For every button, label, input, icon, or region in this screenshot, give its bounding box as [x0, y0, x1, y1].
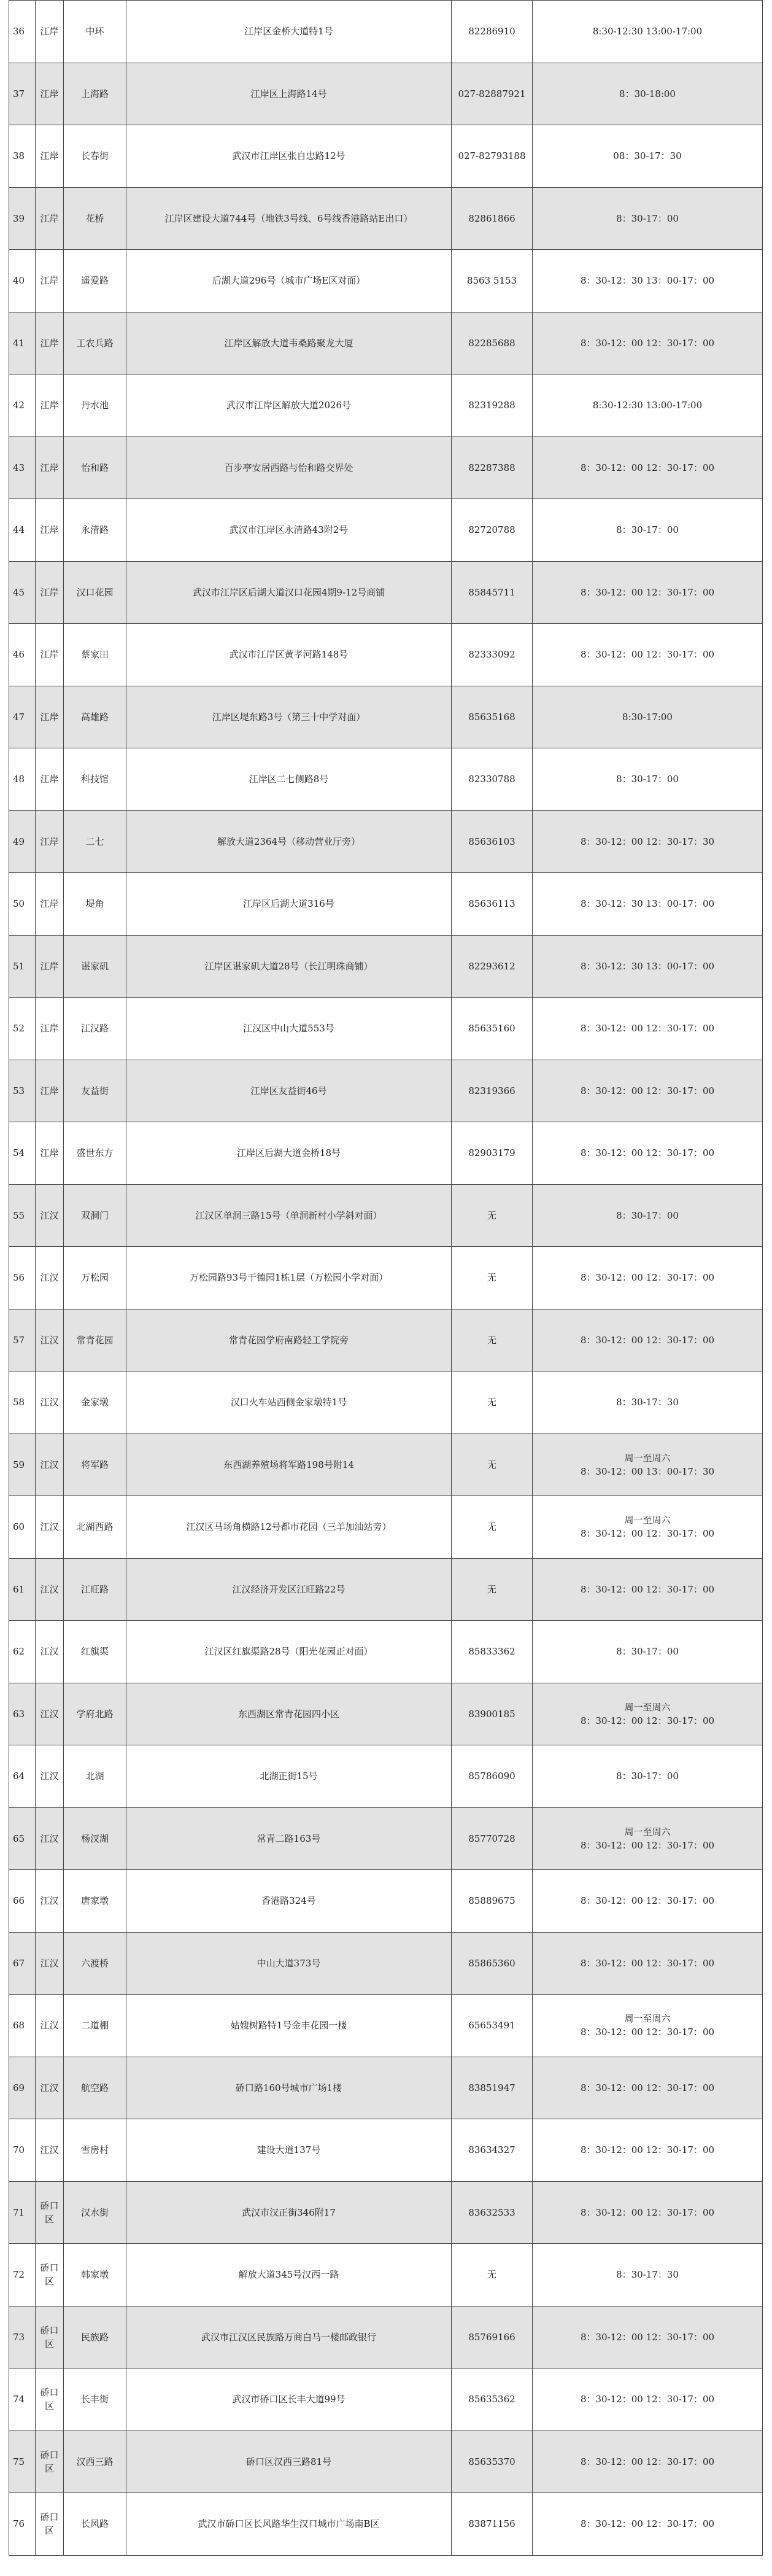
hours-cell: 8：30-12：00 12：30-17：00 — [533, 1870, 763, 1933]
phone-cell: 83632533 — [452, 2181, 533, 2244]
branch-name-cell: 工农兵路 — [64, 312, 126, 374]
row-number: 45 — [9, 561, 36, 624]
branch-name-cell: 杨汊湖 — [64, 1807, 126, 1870]
district-cell: 江汉 — [36, 1807, 64, 1870]
address-cell: 武汉市江岸区永清路43附2号 — [126, 499, 452, 562]
district-cell: 硚口区 — [36, 2368, 64, 2431]
phone-cell: 82903179 — [452, 1122, 533, 1185]
table-row — [9, 2493, 763, 2556]
address-cell: 中山大道373号 — [126, 1932, 452, 1995]
row-number: 46 — [9, 624, 36, 686]
district-cell: 江岸 — [36, 187, 64, 250]
branch-name-cell: 北湖西路 — [64, 1496, 126, 1559]
row-number: 56 — [9, 1247, 36, 1309]
branch-name-cell: 双洞门 — [64, 1184, 126, 1247]
district-cell: 硚口区 — [36, 2431, 64, 2493]
branch-name-cell: 金家墩 — [64, 1371, 126, 1434]
hours-cell: 8：30-12：00 12：30-17：00 — [533, 1122, 763, 1185]
row-number: 36 — [9, 1, 36, 63]
table-row — [9, 1807, 763, 1870]
row-number: 47 — [9, 686, 36, 748]
table-row — [9, 1247, 763, 1309]
phone-cell: 82330788 — [452, 748, 533, 811]
row-number: 37 — [9, 63, 36, 125]
address-cell: 江岸区后湖大道金桥18号 — [126, 1122, 452, 1185]
hours-cell: 8：30-12：00 12：30-17：00 — [533, 624, 763, 686]
table-row — [9, 2057, 763, 2119]
address-cell: 百步亭安居西路与怡和路交界处 — [126, 436, 452, 499]
district-cell: 江汉 — [36, 2057, 64, 2119]
district-cell: 江岸 — [36, 374, 64, 437]
address-cell: 武汉市汉正街346附17 — [126, 2181, 452, 2244]
branch-name-cell: 盛世东方 — [64, 1122, 126, 1185]
branch-name-cell: 万松园 — [64, 1247, 126, 1309]
branch-name-cell: 遥爱路 — [64, 250, 126, 312]
hours-cell: 8：30-12：00 12：30-17：00 — [533, 1932, 763, 1995]
address-cell: 北湖正街15号 — [126, 1745, 452, 1808]
table-row — [9, 2244, 763, 2306]
hours-cell: 8:30-12:30 13:00-17:00 — [533, 374, 763, 437]
phone-cell: 85845711 — [452, 561, 533, 624]
district-cell: 江岸 — [36, 1122, 64, 1185]
row-number: 61 — [9, 1558, 36, 1621]
row-number: 55 — [9, 1184, 36, 1247]
address-cell: 香港路324号 — [126, 1870, 452, 1933]
district-cell: 江汉 — [36, 1433, 64, 1496]
row-number: 53 — [9, 1060, 36, 1122]
hours-cell: 8:30-17:00 — [533, 686, 763, 748]
hours-cell: 8：30-12：00 12：30-17：00 — [533, 2306, 763, 2368]
row-number: 39 — [9, 187, 36, 250]
address-cell: 东西湖区常青花园四小区 — [126, 1683, 452, 1745]
phone-cell: 85635370 — [452, 2431, 533, 2493]
phone-cell: 无 — [452, 1184, 533, 1247]
row-number: 73 — [9, 2306, 36, 2368]
table-row — [9, 1870, 763, 1933]
branch-name-cell: 谌家矶 — [64, 935, 126, 998]
table-row — [9, 1184, 763, 1247]
row-number: 38 — [9, 125, 36, 188]
branch-name-cell: 长丰街 — [64, 2368, 126, 2431]
address-cell: 江岸区解放大道韦桑路聚龙大厦 — [126, 312, 452, 374]
branch-name-cell: 韩家墩 — [64, 2244, 126, 2306]
district-cell: 江岸 — [36, 312, 64, 374]
branch-name-cell: 蔡家田 — [64, 624, 126, 686]
district-cell: 江岸 — [36, 250, 64, 312]
phone-cell: 无 — [452, 1433, 533, 1496]
phone-cell: 85636113 — [452, 873, 533, 936]
hours-cell: 8：30-17：00 — [533, 187, 763, 250]
row-number: 68 — [9, 1995, 36, 2057]
table-row — [9, 436, 763, 499]
table-row — [9, 2368, 763, 2431]
address-cell: 武汉市硚口区长风路华生汉口城市广场南B区 — [126, 2493, 452, 2556]
address-cell: 武汉市江岸区黄孝河路148号 — [126, 624, 452, 686]
row-number: 74 — [9, 2368, 36, 2431]
hours-cell: 8：30-12：00 12：30-17：00 — [533, 1309, 763, 1371]
table-row — [9, 125, 763, 188]
phone-cell: 82286910 — [452, 1, 533, 63]
district-cell: 硚口区 — [36, 2181, 64, 2244]
hours-cell: 8：30-12：30 13：00-17：00 — [533, 873, 763, 936]
branch-name-cell: 江汉路 — [64, 998, 126, 1060]
phone-cell: 83900185 — [452, 1683, 533, 1745]
table-row — [9, 935, 763, 998]
table-body — [9, 1, 763, 2556]
branch-name-cell: 永清路 — [64, 499, 126, 562]
district-cell: 江汉 — [36, 1496, 64, 1559]
row-number: 58 — [9, 1371, 36, 1434]
district-cell: 江汉 — [36, 1621, 64, 1683]
hours-cell: 8：30-12：00 12：30-17：00 — [533, 1558, 763, 1621]
phone-cell: 85636103 — [452, 810, 533, 873]
table-row — [9, 1621, 763, 1683]
address-cell: 硚口路160号城市广场1楼 — [126, 2057, 452, 2119]
phone-cell: 无 — [452, 1247, 533, 1309]
phone-cell: 85769166 — [452, 2306, 533, 2368]
phone-cell: 65653491 — [452, 1995, 533, 2057]
phone-cell: 85635168 — [452, 686, 533, 748]
table-row — [9, 1558, 763, 1621]
row-number: 50 — [9, 873, 36, 936]
branch-name-cell: 民族路 — [64, 2306, 126, 2368]
table-row — [9, 1496, 763, 1559]
hours-cell: 周一至周六 8：30-12：00 12：30-17：00 — [533, 1995, 763, 2057]
phone-cell: 027-82887921 — [452, 63, 533, 125]
phone-cell: 82293612 — [452, 935, 533, 998]
district-cell: 江汉 — [36, 1309, 64, 1371]
row-number: 57 — [9, 1309, 36, 1371]
address-cell: 解放大道2364号（移动营业厅旁） — [126, 810, 452, 873]
row-number: 43 — [9, 436, 36, 499]
district-cell: 江岸 — [36, 748, 64, 811]
district-cell: 江汉 — [36, 1995, 64, 2057]
phone-cell: 85833362 — [452, 1621, 533, 1683]
table-row — [9, 1745, 763, 1808]
hours-cell: 8：30-17：00 — [533, 748, 763, 811]
table-row — [9, 1, 763, 63]
table-row — [9, 810, 763, 873]
address-cell: 江岸区金桥大道特1号 — [126, 1, 452, 63]
phone-cell: 82720788 — [452, 499, 533, 562]
row-number: 72 — [9, 2244, 36, 2306]
row-number: 54 — [9, 1122, 36, 1185]
hours-cell: 8：30-12：30 13：00-17：00 — [533, 935, 763, 998]
address-cell: 解放大道345号汉西一路 — [126, 2244, 452, 2306]
address-cell: 武汉市江岸区解放大道2026号 — [126, 374, 452, 437]
district-cell: 江岸 — [36, 935, 64, 998]
hours-cell: 8：30-17：30 — [533, 2244, 763, 2306]
hours-cell: 8：30-12：00 12：30-17：00 — [533, 561, 763, 624]
address-cell: 江汉经济开发区江旺路22号 — [126, 1558, 452, 1621]
table-row — [9, 1683, 763, 1745]
table-row — [9, 998, 763, 1060]
address-cell: 江岸区二七侧路8号 — [126, 748, 452, 811]
phone-cell: 无 — [452, 2244, 533, 2306]
address-cell: 硚口区汉西三路81号 — [126, 2431, 452, 2493]
address-cell: 江汉区单洞三路15号（单洞新村小学斜对面） — [126, 1184, 452, 1247]
table-row — [9, 1309, 763, 1371]
address-cell: 东西湖养殖场将军路198号附14 — [126, 1433, 452, 1496]
district-cell: 江汉 — [36, 1932, 64, 1995]
address-cell: 常青花园学府南路轻工学院旁 — [126, 1309, 452, 1371]
phone-cell: 无 — [452, 1309, 533, 1371]
row-number: 51 — [9, 935, 36, 998]
document-page — [9, 0, 762, 2556]
phone-cell: 83871156 — [452, 2493, 533, 2556]
table-row — [9, 2306, 763, 2368]
hours-cell: 周一至周六 8：30-12：00 13：00-17：30 — [533, 1433, 763, 1496]
row-number: 76 — [9, 2493, 36, 2556]
address-cell: 后湖大道296号（城市广场E区对面） — [126, 250, 452, 312]
hours-cell: 8：30-18:00 — [533, 63, 763, 125]
row-number: 62 — [9, 1621, 36, 1683]
district-cell: 江岸 — [36, 63, 64, 125]
district-cell: 江岸 — [36, 810, 64, 873]
hours-cell: 8：30-12：00 12：30-17：00 — [533, 2057, 763, 2119]
table-row — [9, 1122, 763, 1185]
branch-name-cell: 怡和路 — [64, 436, 126, 499]
table-row — [9, 1060, 763, 1122]
table-row — [9, 63, 763, 125]
row-number: 65 — [9, 1807, 36, 1870]
table-row — [9, 686, 763, 748]
address-cell: 姑嫂树路特1号金丰花园一楼 — [126, 1995, 452, 2057]
district-cell: 江岸 — [36, 499, 64, 562]
branch-name-cell: 学府北路 — [64, 1683, 126, 1745]
hours-cell: 8:30-12:30 13:00-17:00 — [533, 1, 763, 63]
row-number: 42 — [9, 374, 36, 437]
district-cell: 江岸 — [36, 998, 64, 1060]
branch-name-cell: 上海路 — [64, 63, 126, 125]
phone-cell: 82285688 — [452, 312, 533, 374]
hours-cell: 8：30-12：00 12：30-17：00 — [533, 2431, 763, 2493]
address-cell: 武汉市江岸区张自忠路12号 — [126, 125, 452, 188]
table-row — [9, 624, 763, 686]
phone-cell: 8563 5153 — [452, 250, 533, 312]
district-cell: 江岸 — [36, 125, 64, 188]
hours-cell: 8：30-12：00 12：30-17：00 — [533, 2119, 763, 2182]
address-cell: 江岸区上海路14号 — [126, 63, 452, 125]
branch-name-cell: 中环 — [64, 1, 126, 63]
district-cell: 江汉 — [36, 1745, 64, 1808]
table-row — [9, 2181, 763, 2244]
branch-name-cell: 科技馆 — [64, 748, 126, 811]
address-cell: 江岸区谌家矶大道28号（长江明珠商铺） — [126, 935, 452, 998]
district-cell: 硚口区 — [36, 2493, 64, 2556]
table-row — [9, 2119, 763, 2182]
table-row — [9, 561, 763, 624]
phone-cell: 85786090 — [452, 1745, 533, 1808]
branch-name-cell: 汉水街 — [64, 2181, 126, 2244]
phone-cell: 85770728 — [452, 1807, 533, 1870]
branch-name-cell: 北湖 — [64, 1745, 126, 1808]
branch-name-cell: 常青花园 — [64, 1309, 126, 1371]
phone-cell: 85635362 — [452, 2368, 533, 2431]
table-row — [9, 187, 763, 250]
row-number: 67 — [9, 1932, 36, 1995]
branch-name-cell: 汉口花园 — [64, 561, 126, 624]
address-cell: 江岸区堤东路3号（第三十中学对面） — [126, 686, 452, 748]
branch-name-cell: 友益街 — [64, 1060, 126, 1122]
phone-cell: 85635160 — [452, 998, 533, 1060]
phone-cell: 无 — [452, 1558, 533, 1621]
hours-cell: 8：30-12：00 12：30-17：00 — [533, 2368, 763, 2431]
table-row — [9, 873, 763, 936]
address-cell: 武汉市江汉区民族路万商白马一楼邮政银行 — [126, 2306, 452, 2368]
district-cell: 江岸 — [36, 561, 64, 624]
district-cell: 江汉 — [36, 1558, 64, 1621]
hours-cell: 8：30-12：00 12：30-17：00 — [533, 436, 763, 499]
phone-cell: 82333092 — [452, 624, 533, 686]
row-number: 41 — [9, 312, 36, 374]
hours-cell: 8：30-17：30 — [533, 1371, 763, 1434]
branch-name-cell: 汉西三路 — [64, 2431, 126, 2493]
district-cell: 硚口区 — [36, 2244, 64, 2306]
row-number: 75 — [9, 2431, 36, 2493]
branch-name-cell: 二道棚 — [64, 1995, 126, 2057]
row-number: 63 — [9, 1683, 36, 1745]
table-row — [9, 1995, 763, 2057]
row-number: 59 — [9, 1433, 36, 1496]
district-cell: 硚口区 — [36, 2306, 64, 2368]
branch-name-cell: 将军路 — [64, 1433, 126, 1496]
phone-cell: 82319288 — [452, 374, 533, 437]
phone-cell: 85889675 — [452, 1870, 533, 1933]
hours-cell: 8：30-12：00 12：30-17：00 — [533, 2493, 763, 2556]
branch-name-cell: 花桥 — [64, 187, 126, 250]
table-row — [9, 1932, 763, 1995]
district-cell: 江岸 — [36, 1, 64, 63]
row-number: 70 — [9, 2119, 36, 2182]
branch-name-cell: 高雄路 — [64, 686, 126, 748]
hours-cell: 周一至周六 8：30-12：00 12：30-17：00 — [533, 1683, 763, 1745]
post-office-table — [9, 0, 763, 2556]
table-row — [9, 499, 763, 562]
address-cell: 江岸区建设大道744号（地铁3号线、6号线香港路站E出口） — [126, 187, 452, 250]
phone-cell: 83634327 — [452, 2119, 533, 2182]
phone-cell: 83851947 — [452, 2057, 533, 2119]
address-cell: 江岸区友益街46号 — [126, 1060, 452, 1122]
address-cell: 江汉区中山大道553号 — [126, 998, 452, 1060]
table-row — [9, 748, 763, 811]
table-row — [9, 2431, 763, 2493]
row-number: 52 — [9, 998, 36, 1060]
hours-cell: 8：30-17：00 — [533, 1745, 763, 1808]
branch-name-cell: 江旺路 — [64, 1558, 126, 1621]
table-row — [9, 374, 763, 437]
table-row — [9, 1433, 763, 1496]
hours-cell: 8：30-12：00 12：30-17：00 — [533, 312, 763, 374]
address-cell: 万松园路93号干德园1栋1层（万松园小学对面） — [126, 1247, 452, 1309]
row-number: 60 — [9, 1496, 36, 1559]
row-number: 64 — [9, 1745, 36, 1808]
address-cell: 武汉市硚口区长丰大道99号 — [126, 2368, 452, 2431]
district-cell: 江汉 — [36, 1371, 64, 1434]
branch-name-cell: 唐家墩 — [64, 1870, 126, 1933]
hours-cell: 8：30-12：00 12：30-17：00 — [533, 998, 763, 1060]
district-cell: 江岸 — [36, 436, 64, 499]
phone-cell: 无 — [452, 1496, 533, 1559]
branch-name-cell: 堤角 — [64, 873, 126, 936]
hours-cell: 8：30-12：00 12：30-17：00 — [533, 1060, 763, 1122]
row-number: 40 — [9, 250, 36, 312]
hours-cell: 8：30-17：00 — [533, 499, 763, 562]
district-cell: 江汉 — [36, 1184, 64, 1247]
address-cell: 建设大道137号 — [126, 2119, 452, 2182]
row-number: 49 — [9, 810, 36, 873]
table-row — [9, 250, 763, 312]
district-cell: 江汉 — [36, 1870, 64, 1933]
table-row — [9, 1371, 763, 1434]
district-cell: 江岸 — [36, 686, 64, 748]
phone-cell: 82287388 — [452, 436, 533, 499]
phone-cell: 85865360 — [452, 1932, 533, 1995]
address-cell: 江汉区马场角横路12号都市花园（三羊加油站旁） — [126, 1496, 452, 1559]
hours-cell: 8：30-17：00 — [533, 1621, 763, 1683]
address-cell: 常青二路163号 — [126, 1807, 452, 1870]
hours-cell: 08：30-17：30 — [533, 125, 763, 188]
hours-cell: 8：30-12：00 12：30-17：00 — [533, 1247, 763, 1309]
hours-cell: 8：30-12：30 13：00-17：00 — [533, 250, 763, 312]
branch-name-cell: 雪房村 — [64, 2119, 126, 2182]
hours-cell: 周一至周六 8：30-12：00 12：30-17：00 — [533, 1807, 763, 1870]
district-cell: 江岸 — [36, 1060, 64, 1122]
table-row — [9, 312, 763, 374]
address-cell: 江岸区后湖大道316号 — [126, 873, 452, 936]
district-cell: 江汉 — [36, 1683, 64, 1745]
row-number: 44 — [9, 499, 36, 562]
district-cell: 江汉 — [36, 2119, 64, 2182]
branch-name-cell: 六渡桥 — [64, 1932, 126, 1995]
branch-name-cell: 丹水池 — [64, 374, 126, 437]
phone-cell: 82861866 — [452, 187, 533, 250]
district-cell: 江汉 — [36, 1247, 64, 1309]
row-number: 71 — [9, 2181, 36, 2244]
district-cell: 江岸 — [36, 873, 64, 936]
hours-cell: 8：30-12：00 12：30-17：30 — [533, 810, 763, 873]
row-number: 66 — [9, 1870, 36, 1933]
branch-name-cell: 航空路 — [64, 2057, 126, 2119]
hours-cell: 8：30-12：00 12：30-17：00 — [533, 2181, 763, 2244]
address-cell: 汉口火车站西侧金家墩特1号 — [126, 1371, 452, 1434]
branch-name-cell: 红旗渠 — [64, 1621, 126, 1683]
hours-cell: 8：30-17：00 — [533, 1184, 763, 1247]
district-cell: 江岸 — [36, 624, 64, 686]
branch-name-cell: 长春街 — [64, 125, 126, 188]
phone-cell: 82319366 — [452, 1060, 533, 1122]
phone-cell: 无 — [452, 1371, 533, 1434]
row-number: 69 — [9, 2057, 36, 2119]
branch-name-cell: 二七 — [64, 810, 126, 873]
row-number: 48 — [9, 748, 36, 811]
hours-cell: 周一至周六 8：30-12：00 12：30-17：00 — [533, 1496, 763, 1559]
branch-name-cell: 长风路 — [64, 2493, 126, 2556]
phone-cell: 027-82793188 — [452, 125, 533, 188]
address-cell: 江汉区红旗渠路28号（阳光花园正对面） — [126, 1621, 452, 1683]
address-cell: 武汉市江岸区后湖大道汉口花园4期9-12号商铺 — [126, 561, 452, 624]
